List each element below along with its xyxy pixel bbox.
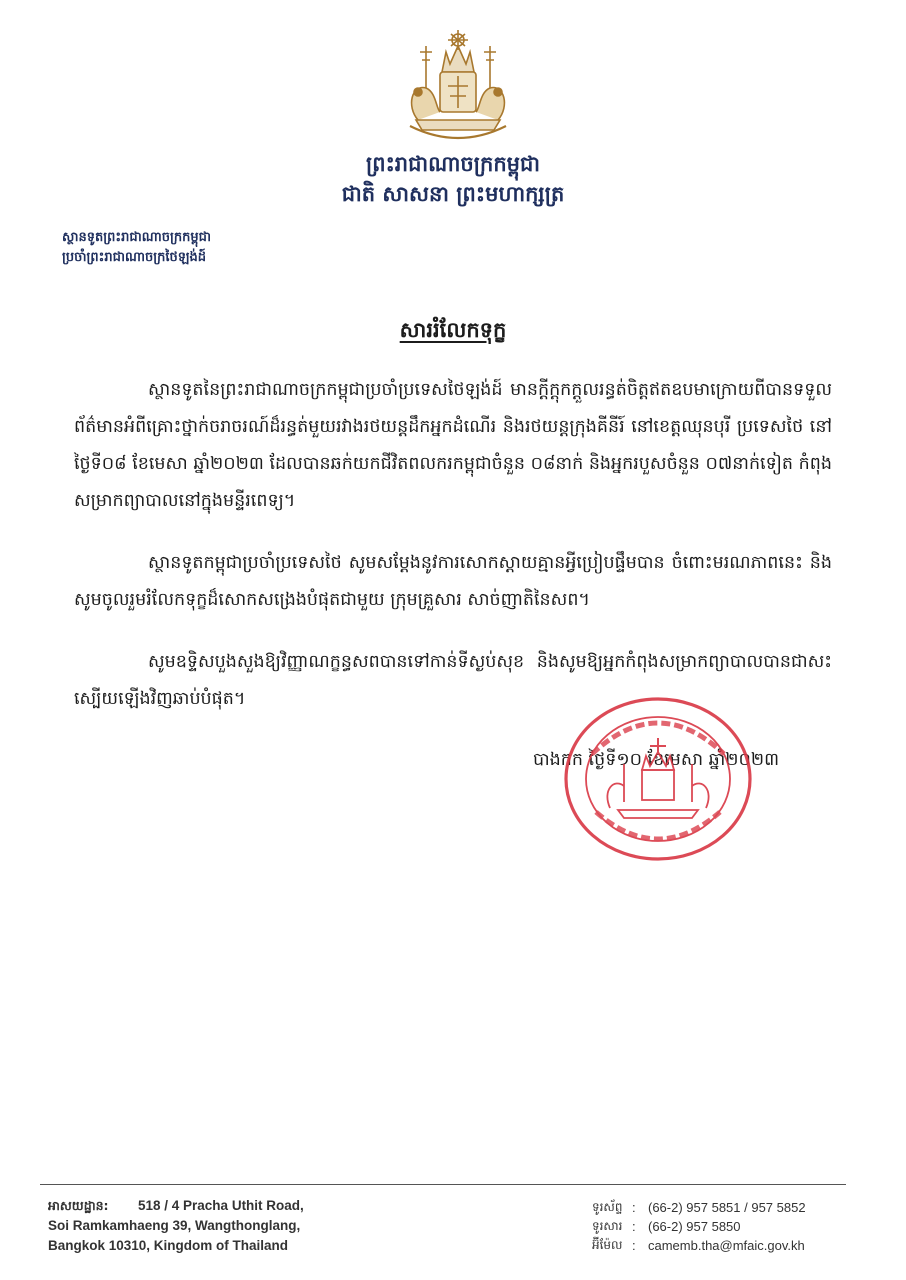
fax-value: (66-2) 957 5850: [648, 1219, 741, 1234]
royal-emblem-icon: [396, 26, 520, 150]
footer-address: [48, 1196, 304, 1256]
footer-contact: ទូរស័ព្ទ : (66-2) 957 5851 / 957 5852 ទូរសារ : (66-2) 957 5850 អ៊ីម៉ែល : camemb.tha@mfaic.gov.kh: [592, 1200, 806, 1253]
phone-value: (66-2) 957 5851 / 957 5852: [648, 1200, 806, 1215]
sender-line-2: ប្រចាំព្រះរាជាណាចក្រថៃឡង់ដ៍: [62, 250, 206, 265]
address-label: អាសយដ្ឋាន:: [48, 1198, 109, 1213]
address-line-1: 518 / 4 Pracha Uthit Road,: [138, 1198, 304, 1213]
phone-label: ទូរស័ព្ទ: [592, 1200, 623, 1214]
letter-title-text: សាររំលែកទុក្ខ: [399, 318, 507, 342]
address-line-2: Soi Ramkamhaeng 39, Wangthonglang,: [48, 1218, 301, 1233]
sender-line-1: ស្ថានទូតព្រះរាជាណាចក្រកម្ពុជា: [62, 230, 211, 245]
footer-divider: [40, 1184, 846, 1185]
motto-kingdom: ព្រះរាជាណាចក្រកម្ពុជា: [365, 152, 540, 176]
sender-block: [62, 228, 211, 268]
body-paragraph-1: ស្ថានទូតនៃព្រះរាជាណាចក្រកម្ពុជាប្រចាំប្រទេសថៃឡង់ដ៍ មានក្តីក្តុកក្តួលរន្ធត់ចិត្តឥតឧបមាក្រោយពីបានទទួលព័ត៌មានអំពីគ្រោះថ្នាក់ចរាចរណ៍ដ៏រន្ធត់មួយរវាងរថយន្តដឹកអ្នកដំណើរ និងរថយន្តក្រុងគីនីរ៍ នៅខេត្តឈុនបុរី ប្រទេសថៃ នៅថ្ងៃទី០៨ ខែមេសា ឆ្នាំ២០២៣ ដែលបានឆក់យកជីវិតពលករកម្ពុជាចំនួន ០៨នាក់ និងអ្នករបួសចំនួន ០៧នាក់ទៀត កំពុងសម្រាកព្យាបាលនៅក្នុងមន្ទីរពេទ្យ។: [74, 380, 832, 511]
body-paragraph-2: ស្ថានទូតកម្ពុជាប្រចាំប្រទេសថៃ សូមសម្តែងនូវការសោកស្តាយគ្មានអ្វីប្រៀបផ្ទឹមបាន ចំពោះមរណភាពនេះ និងសូមចូលរួមរំលែកទុក្ខដ៏សោកសង្រេងបំផុតជាមួយ ក្រុមគ្រួសារ សាច់ញាតិនៃសព។: [74, 553, 832, 610]
email-value[interactable]: camemb.tha@mfaic.gov.kh: [648, 1238, 805, 1253]
fax-label: ទូរសារ: [592, 1219, 623, 1233]
letter-title: [0, 317, 906, 348]
embassy-seal-icon: [562, 694, 754, 864]
motto-nation-religion-king: ជាតិ សាសនា ព្រះមហាក្សត្រ: [341, 182, 565, 206]
body-paragraph-3: សូមឧទ្ទិសបួងសួងឱ្យវិញ្ញាណក្ខន្ធសពបានទៅកាន់ទីស្ងប់សុខ និងសូមឱ្យអ្នកកំពុងសម្រាកព្យាបាលបានជាសះស្បើយឡើងវិញឆាប់បំផុត។: [74, 652, 832, 709]
email-label: អ៊ីម៉ែល: [592, 1238, 623, 1252]
dateline: បាងកក ថ្ងៃទី១០ ខែមេសា ឆ្នាំ២០២៣: [533, 750, 780, 770]
address-line-3: Bangkok 10310, Kingdom of Thailand: [48, 1238, 289, 1253]
